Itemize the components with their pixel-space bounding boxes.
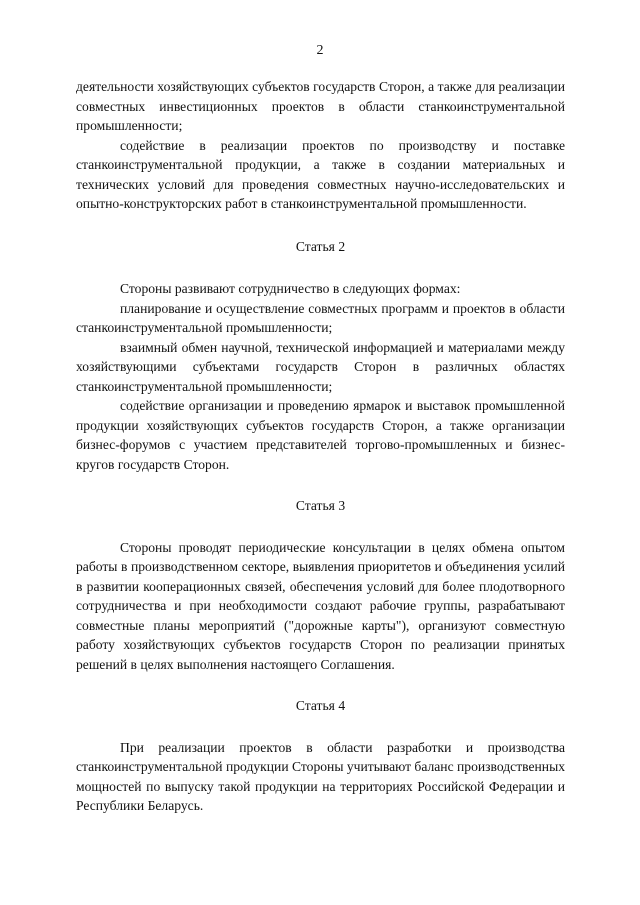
article-2-paragraph: Стороны развивают сотрудничество в следующих формах:: [120, 281, 461, 296]
article-3-paragraph: Стороны проводят периодические консультации в целях обмена опытом работы в производственном секторе, выявления приоритетов и объединения усилий в развитии кооперационных связей, обеспечения условий для более плодотворного сотрудничества и при необходимости создают рабочие группы, разрабатывают совместные планы мероприятий ("дорожные карты"), организуют совместную работу хозяйствующих субъектов государств Сторон по реализации принятых решений в целях выполнения настоящего Соглашения.: [76, 539, 565, 672]
page-number: 2: [316, 43, 324, 58]
document-body: [76, 77, 565, 816]
article-2-paragraph: взаимный обмен научной, технической информацией и материалами между хозяйствующими субъектами государств Сторон в различных областях станкоинструментальной промышленности;: [76, 339, 565, 394]
article-2-paragraph: планирование и осуществление совместных программ и проектов в области станкоинструментальной промышленности;: [76, 300, 565, 335]
article-3-title: Статья 3: [295, 498, 346, 513]
article-2-title: Статья 2: [295, 238, 346, 254]
article-2-paragraph: содействие организации и проведению ярмарок и выставок промышленной продукции хозяйствующих субъектов государств Сторон, а также организации бизнес-форумов с участием представителей торгово-промышленных и бизнес-кругов государств Сторон.: [76, 398, 565, 472]
article-4-title: Статья 4: [295, 698, 346, 713]
intro-paragraph-continued: деятельности хозяйствующих субъектов государств Сторон, а также для реализации совместных инвестиционных проектов в области станкоинструментальной промышленности;: [76, 79, 565, 133]
article-4-paragraph: При реализации проектов в области разработки и производства станкоинструментальной продукции Стороны учитывают баланс производственных мощностей по выпуску такой продукции на территориях Российской Федерации и Республики Беларусь.: [76, 739, 565, 813]
intro-paragraph: содействие в реализации проектов по производству и поставке станкоинструментальной продукции, а также в создании материальных и технических условий для проведения совместных научно-исследовательских и опытно-конструкторских работ в станкоинструментальной промышленности.: [76, 137, 565, 211]
